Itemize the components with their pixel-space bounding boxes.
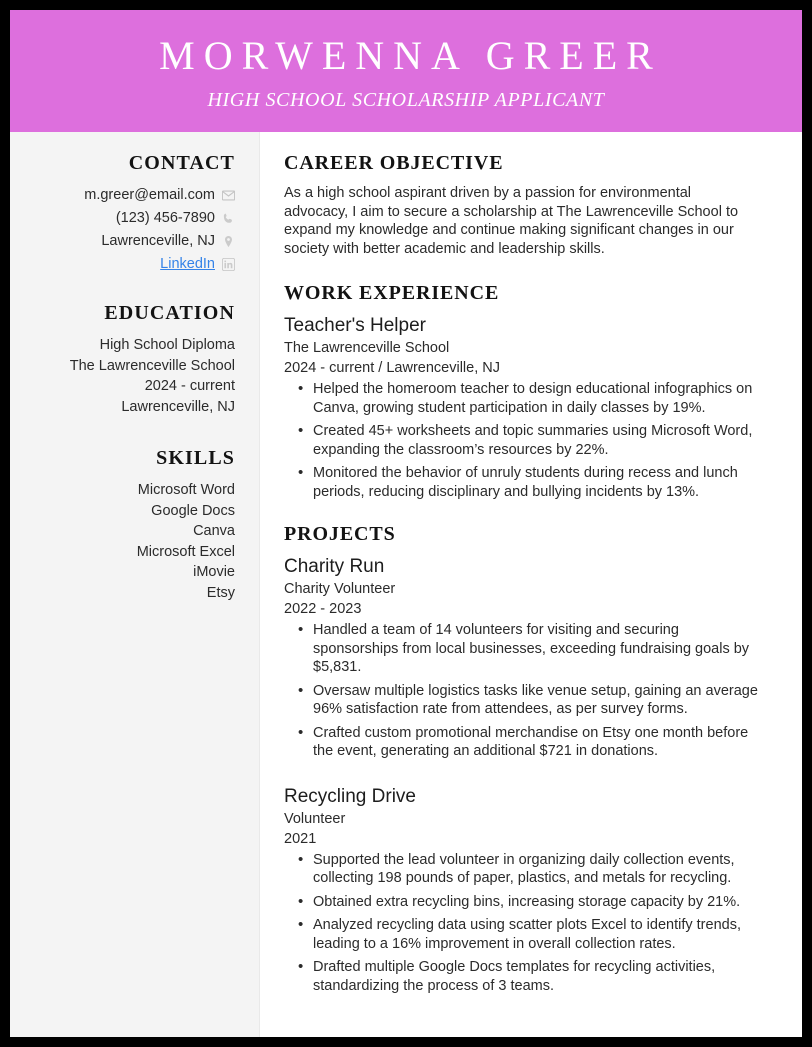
education-line: Lawrenceville, NJ: [121, 398, 235, 415]
bullet-item: • Analyzed recycling data using scatter plots Excel to identify trends, leading to a 16% improvement in overall collection rates.: [313, 916, 758, 953]
education-line: The Lawrenceville School: [69, 357, 235, 374]
contact-phone-text: (123) 456-7890: [115, 210, 215, 226]
education-line: High School Diploma: [99, 337, 235, 353]
resume-page: [10, 10, 802, 1037]
location-pin-icon: [222, 235, 235, 248]
bullet-item: • Created 45+ worksheets and topic summaries using Microsoft Word, expanding the classroom’s resources by 22%.: [313, 422, 758, 459]
skill-item: Etsy: [206, 584, 235, 601]
contact-item-phone: [18, 208, 235, 228]
project-entry-meta: 2021: [284, 830, 317, 847]
career-objective-section: [284, 152, 758, 258]
work-experience-section: [284, 282, 758, 501]
career-objective-heading: CAREER OBJECTIVE: [284, 152, 504, 174]
project-entry-title: Charity Run: [284, 556, 385, 577]
work-entry-bullets: [284, 380, 758, 501]
skill-item: Canva: [193, 523, 235, 539]
contact-email-text: m.greer@email.com: [84, 187, 215, 203]
bullet-item: • Crafted custom promotional merchandise on Etsy one month before the event, generating an additional $721 in donations.: [313, 724, 758, 761]
contact-item-linkedin[interactable]: [18, 254, 235, 274]
contact-section: [18, 152, 235, 274]
page-title: MORWENNA GREER: [159, 33, 662, 78]
career-objective-text: As a high school aspirant driven by a passion for environmental advocacy, I aim to secure a scholarship at The Lawrenceville School to expand my knowledge and continue making significant changes in our society with better academic and leadership skills.: [284, 185, 739, 257]
skill-item: Microsoft Excel: [136, 543, 235, 560]
skill-item: iMovie: [193, 564, 235, 580]
project-entry-meta: 2022 - 2023: [284, 601, 362, 617]
project-entry-org: Volunteer: [284, 810, 346, 827]
work-experience-heading: WORK EXPERIENCE: [284, 282, 500, 304]
skill-item: Microsoft Word: [137, 482, 235, 498]
resume-header-banner: [10, 10, 802, 132]
resume-body: [10, 132, 802, 1037]
project-entry-bullets: [284, 621, 758, 761]
project-entry-org: Charity Volunteer: [284, 581, 396, 597]
work-entry: [284, 314, 758, 501]
envelope-icon: [222, 189, 235, 202]
education-line: 2024 - current: [144, 378, 235, 394]
bullet-item: • Drafted multiple Google Docs templates for recycling activities, standardizing the process of 3 teams.: [313, 958, 758, 995]
skills-section: [18, 447, 235, 603]
bullet-item: • Oversaw multiple logistics tasks like venue setup, gaining an average 96% satisfaction rate from attendees, as per survey forms.: [313, 682, 758, 719]
bullet-item: • Handled a team of 14 volunteers for visiting and securing sponsorships from local businesses, exceeding fundraising goals by $5,831.: [313, 621, 758, 677]
projects-heading: PROJECTS: [284, 523, 396, 545]
section-spacer: [284, 775, 758, 785]
bullet-item: • Helped the homeroom teacher to design educational infographics on Canva, growing student participation in daily classes by 19%.: [313, 380, 758, 417]
contact-heading: CONTACT: [128, 152, 235, 174]
contact-location-text: Lawrenceville, NJ: [101, 233, 215, 249]
project-entry: [284, 555, 758, 761]
main-column: [260, 132, 802, 1037]
contact-item-location: [18, 231, 235, 251]
linkedin-icon[interactable]: [222, 258, 235, 271]
project-entry-bullets: [284, 851, 758, 996]
education-heading: EDUCATION: [104, 302, 235, 324]
sidebar: [10, 132, 260, 1037]
work-entry-meta: 2024 - current / Lawrenceville, NJ: [284, 360, 500, 376]
bullet-item: • Supported the lead volunteer in organizing daily collection events, collecting 198 pounds of paper, plastics, and metals for recycling.: [313, 851, 758, 888]
bullet-item: • Monitored the behavior of unruly students during recess and lunch periods, reducing disciplinary and bullying incidents by 13%.: [313, 464, 758, 501]
education-section: [18, 302, 235, 417]
work-entry-org: The Lawrenceville School: [284, 340, 450, 356]
project-entry: [284, 785, 758, 996]
contact-item-email: [18, 185, 235, 205]
page-subtitle: HIGH SCHOOL SCHOLARSHIP APPLICANT: [207, 89, 605, 111]
skills-heading: SKILLS: [156, 447, 235, 469]
projects-section: [284, 523, 758, 995]
work-entry-title: Teacher's Helper: [284, 315, 426, 336]
skill-item: Google Docs: [151, 502, 235, 519]
project-entry-title: Recycling Drive: [284, 785, 416, 807]
bullet-item: • Obtained extra recycling bins, increasing storage capacity by 21%.: [313, 893, 758, 912]
phone-icon: [222, 212, 235, 225]
linkedin-link[interactable]: LinkedIn: [160, 256, 215, 272]
